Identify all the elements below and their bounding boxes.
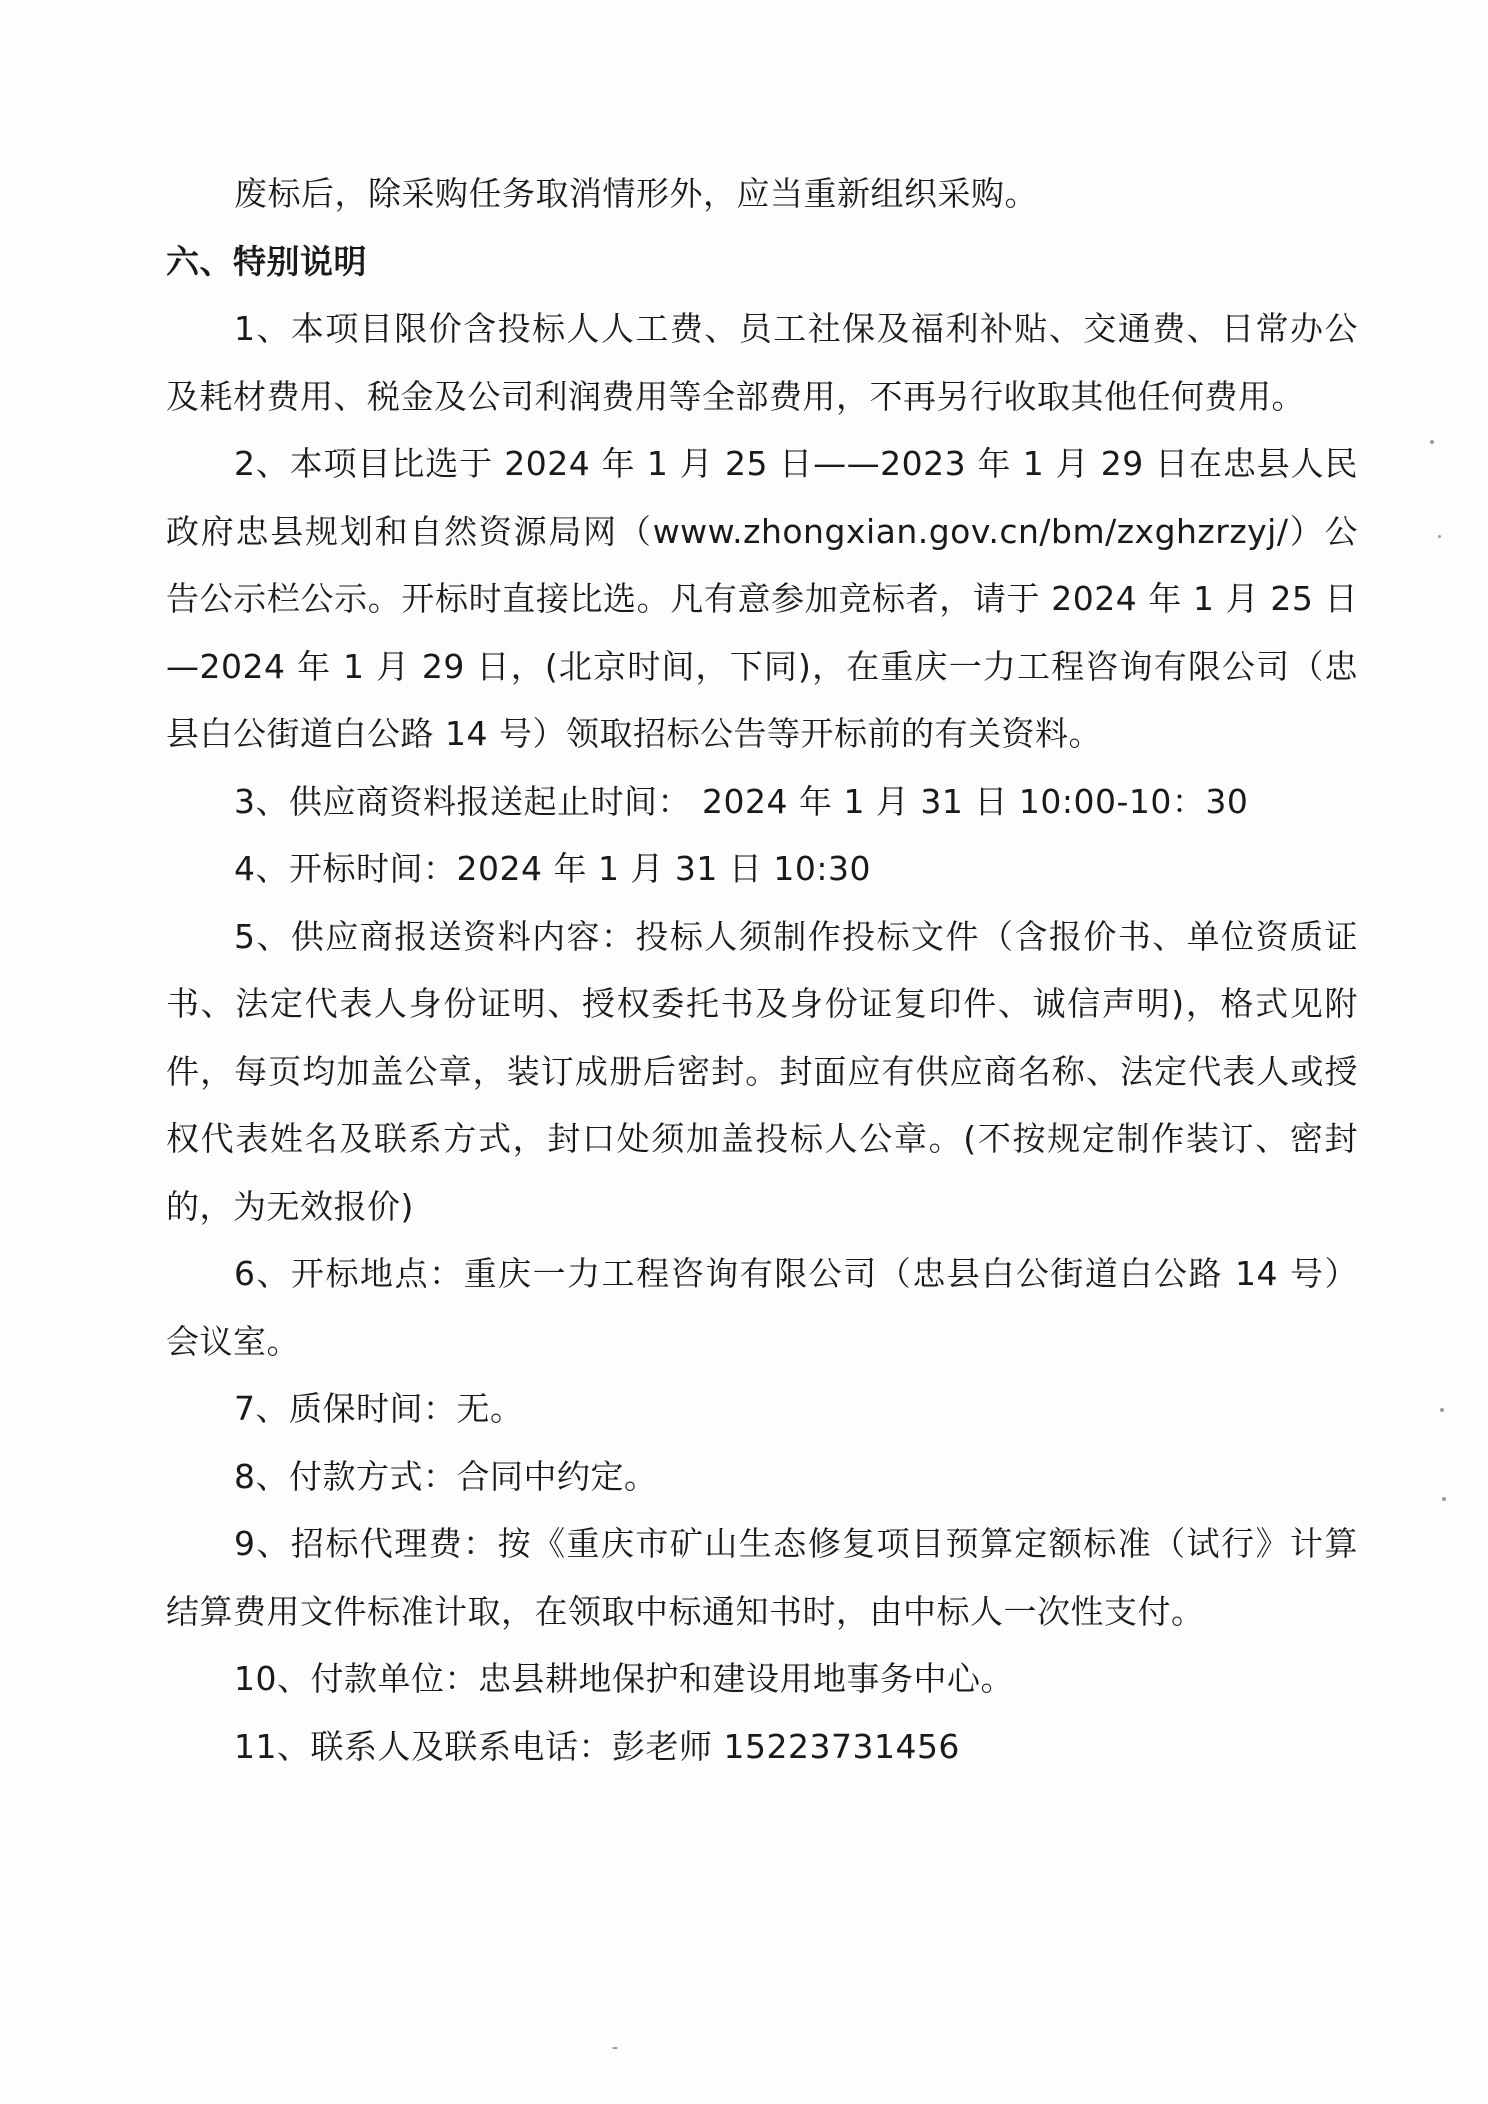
document-body — [166, 160, 1358, 1780]
paragraph-item-4-opening-time: 4、开标时间：2024 年 1 月 31 日 10:30 — [234, 849, 872, 888]
scan-speck — [612, 2047, 618, 2049]
section-heading-special-notes: 六、特别说明 — [166, 241, 367, 281]
paragraph-item-9-agency-fee: 9、招标代理费：按《重庆市矿山生态修复项目预算定额标准（试行》计算结算费用文件标准计取，在领取中标通知书时，由中标人一次性支付。 — [166, 1524, 1358, 1631]
paragraph-item-11-contact: 11、联系人及联系电话：彭老师 15223731456 — [234, 1726, 960, 1766]
paragraph-rebid-note: 废标后，除采购任务取消情形外，应当重新组织采购。 — [234, 174, 1038, 213]
scan-speck — [1430, 440, 1434, 444]
paragraph-item-7-warranty: 7、质保时间：无。 — [234, 1389, 524, 1428]
scan-speck — [1440, 1408, 1444, 1412]
paragraph-item-10-payer: 10、付款单位：忠县耕地保护和建设用地事务中心。 — [234, 1659, 1014, 1698]
paragraph-item-8-payment-method: 8、付款方式：合同中约定。 — [234, 1456, 658, 1496]
paragraph-item-6-opening-location: 6、开标地点：重庆一力工程咨询有限公司（忠县白公街道白公路 14 号）会议室。 — [166, 1254, 1358, 1361]
paragraph-item-1-price-limit: 1、本项目限价含投标人人工费、员工社保及福利补贴、交通费、日常办公及耗材费用、税金及公司利润费用等全部费用，不再另行收取其他任何费用。 — [166, 309, 1358, 416]
paragraph-item-5-submission-content: 5、供应商报送资料内容：投标人须制作投标文件（含报价书、单位资质证书、法定代表人身份证明、授权委托书及身份证复印件、诚信声明)，格式见附件，每页均加盖公章，装订成册后密封。封面应有供应商名称、法定代表人或授权代表姓名及联系方式，封口处须加盖投标人公章。(不按规定制作装订、密封的，为无效报价) — [166, 916, 1358, 1226]
paragraph-item-3-submission-time: 3、供应商资料报送起止时间： 2024 年 1 月 31 日 10:00-10：30 — [234, 781, 1249, 821]
scan-speck — [1442, 1497, 1446, 1501]
scan-speck — [1438, 535, 1441, 538]
paragraph-item-2-publication: 2、本项目比选于 2024 年 1 月 25 日——2023 年 1 月 29 日在忠县人民政府忠县规划和自然资源局网（www.zhongxian.gov.cn/bm/zxghzrzyj/）公告公示栏公示。开标时直接比选。凡有意参加竞标者，请于 2024 年 1 月 25 日—2024 年 1 月 29 日，(北京时间，下同)，在重庆一力工程咨询有限公司（忠县白公街道白公路 14 号）领取招标公告等开标前的有关资料。 — [166, 444, 1358, 753]
